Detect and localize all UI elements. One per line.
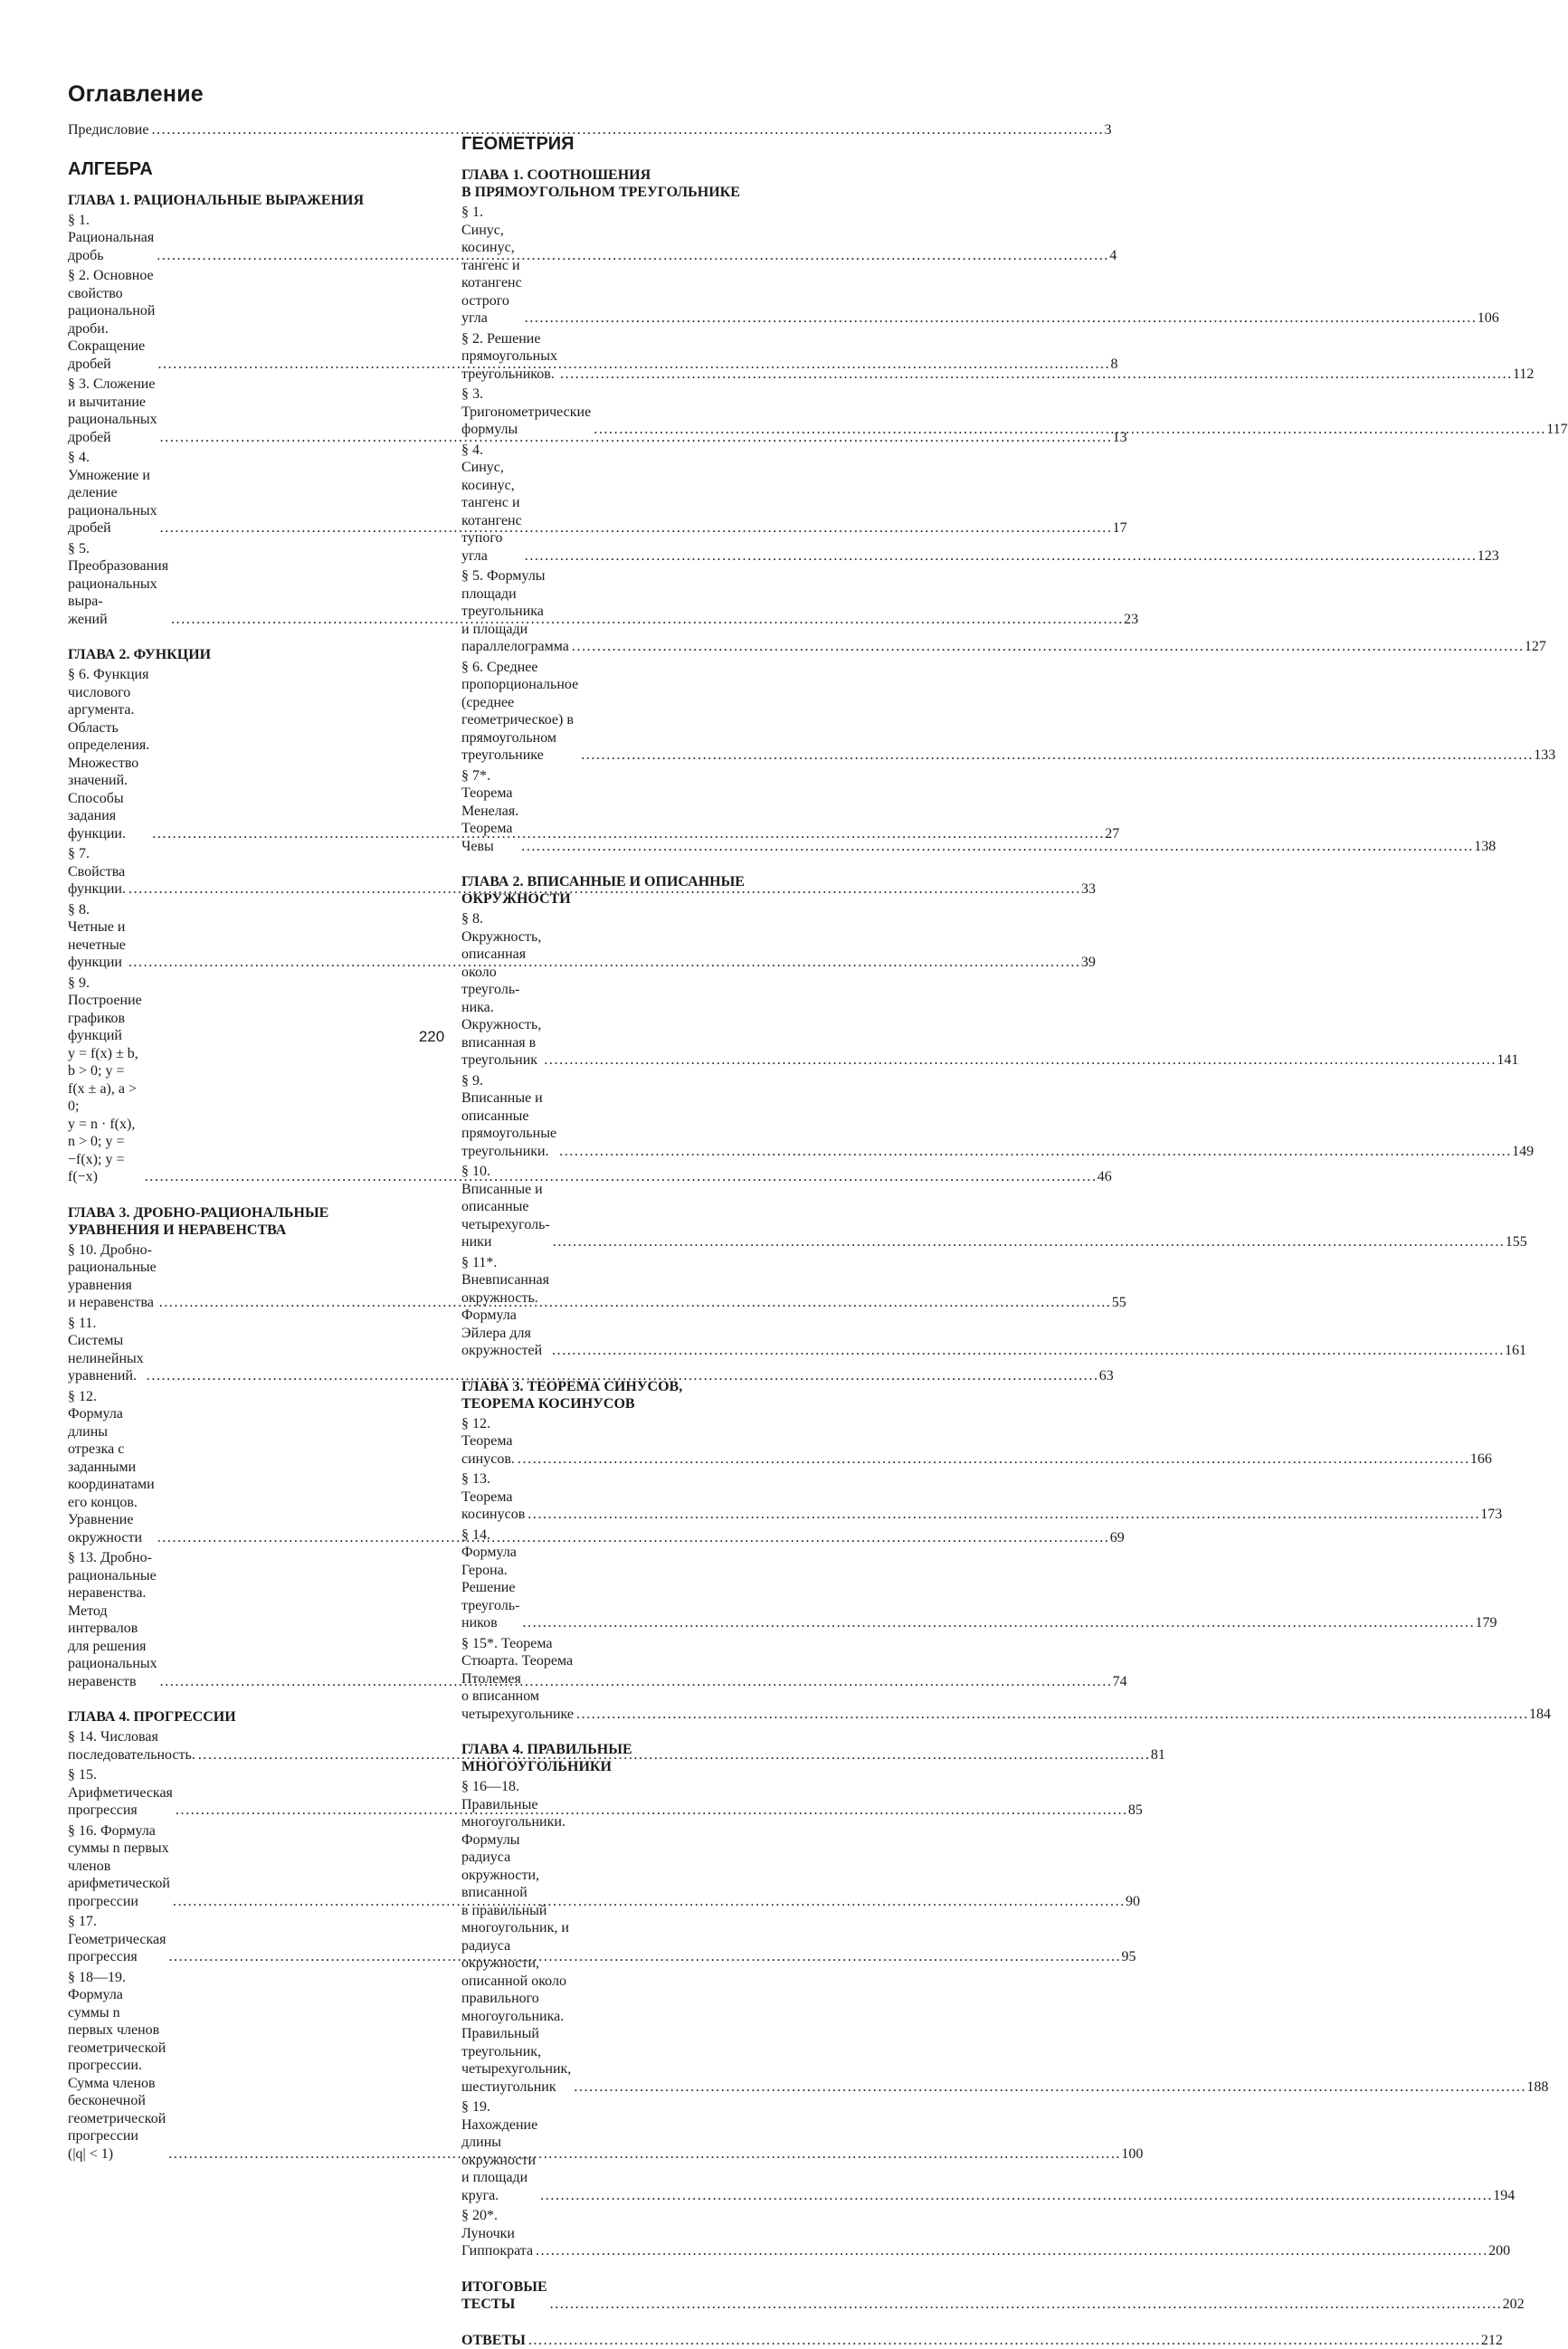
- toc-entry: [68, 1969, 410, 2164]
- toc-entry: [461, 204, 804, 328]
- toc-entry-title: § 8. Четные и нечетные функции: [68, 901, 126, 972]
- toc-entry: [68, 1241, 410, 1312]
- toc-entry: [68, 975, 410, 1186]
- toc-entry-page: 127: [1525, 638, 1546, 656]
- chapter-title: ГЛАВА 3. ТЕОРЕМА СИНУСОВ, ТЕОРЕМА КОСИНУСОВ: [461, 1378, 804, 1412]
- toc-entry-title: § 12. Теорема синусов.: [461, 1415, 515, 1469]
- toc-entry-title: § 6. Среднее пропорциональное (среднее геометрическое) в прямоугольном треугольнике: [461, 659, 578, 765]
- right-column: [461, 121, 804, 2349]
- toc-entry-title: § 9. Построение графиков функций y = f(x) ± b, b > 0; y = f(x ± a), a > 0; y = n · f(x), n > 0; y = −f(x); y = f(−x): [68, 975, 142, 1186]
- toc-entry: [68, 540, 410, 629]
- toc-entry-title: § 4. Умножение и деление рациональных дробей: [68, 449, 157, 537]
- dot-leader: [544, 1051, 1494, 1070]
- toc-entry-title: § 8. Окружность, описанная около треуголь- ника. Окружность, вписанная в треугольник: [461, 910, 541, 1070]
- toc-entry-page: 155: [1506, 1233, 1527, 1251]
- toc-entry: [68, 376, 410, 446]
- toc-entry-title: § 20*. Луночки Гиппократа: [461, 2207, 533, 2260]
- chapter-title: ГЛАВА 2. ВПИСАННЫЕ И ОПИСАННЫЕ ОКРУЖНОСТИ: [461, 873, 804, 908]
- toc-entry-page: 194: [1493, 2187, 1515, 2205]
- toc-entry: [461, 2332, 804, 2349]
- toc-entry-title: § 10. Дробно-рациональные уравнения и неравенства: [68, 1241, 157, 1312]
- chapter-title: ГЛАВА 2. ФУНКЦИИ: [68, 646, 410, 663]
- toc-entry: [68, 121, 410, 139]
- toc-entry-title: § 16. Формула суммы n первых членов арифметической прогрессии: [68, 1822, 170, 1911]
- toc-entry-page: 8: [1110, 356, 1117, 374]
- toc-entry-title: § 3. Тригонометрические формулы: [461, 385, 591, 439]
- toc-entry-title: § 7. Свойства функции.: [68, 845, 126, 899]
- dot-leader: [521, 838, 1471, 856]
- chapter-title: ГЛАВА 1. РАЦИОНАЛЬНЫЕ ВЫРАЖЕНИЯ: [68, 192, 410, 209]
- dot-leader: [560, 366, 1510, 384]
- toc-entry-title: § 5. Преобразования рациональных выра- жений: [68, 540, 168, 629]
- toc-entry-page: 106: [1478, 309, 1499, 328]
- dot-leader: [594, 421, 1544, 439]
- chapter-title: ГЛАВА 4. ПРАВИЛЬНЫЕ МНОГОУГОЛЬНИКИ: [461, 1741, 804, 1775]
- toc-entry-page: 161: [1505, 1342, 1526, 1360]
- page-title: Оглавление: [68, 81, 204, 108]
- toc-entry-title: § 11*. Вневписанная окружность. Формула Эйлера для окружностей: [461, 1254, 549, 1360]
- toc-entry: [461, 1470, 804, 1524]
- dot-leader: [576, 1706, 1526, 1724]
- toc-entry-title: § 15. Арифметическая прогрессия: [68, 1766, 173, 1820]
- dot-leader: [525, 309, 1475, 328]
- toc-entry-page: 4: [1109, 247, 1117, 265]
- toc-entry: [68, 1315, 410, 1385]
- toc-entry-title: § 14. Числовая последовательность.: [68, 1728, 195, 1764]
- dot-leader: [572, 638, 1522, 656]
- dot-leader: [552, 1342, 1502, 1360]
- toc-entry-title: ОТВЕТЫ: [461, 2332, 526, 2349]
- dot-leader: [550, 2296, 1500, 2314]
- toc-entry-page: 85: [1128, 1802, 1143, 1820]
- dot-leader: [581, 747, 1531, 765]
- toc-entry: [461, 1254, 804, 1360]
- toc-entry: [461, 1778, 804, 2096]
- dot-leader: [528, 2332, 1478, 2349]
- toc-entry-page: 74: [1113, 1673, 1127, 1691]
- toc-entry: [461, 1415, 804, 1469]
- toc-entry-title: § 1. Рациональная дробь: [68, 212, 154, 265]
- toc-entry-page: 166: [1470, 1450, 1492, 1469]
- toc-entry-title: § 11. Системы нелинейных уравнений.: [68, 1315, 144, 1385]
- toc-entry-title: § 13. Дробно-рациональные неравенства. Метод интервалов для решения рациональных неравенств: [68, 1549, 157, 1690]
- toc-entry-title: § 10. Вписанные и описанные четырехуголь- ники: [461, 1163, 550, 1251]
- toc-entry: [461, 442, 804, 566]
- toc-entry-page: 117: [1546, 421, 1567, 439]
- toc-entry: [68, 666, 410, 842]
- toc-entry: [461, 1526, 804, 1632]
- toc-entry-page: 133: [1534, 747, 1555, 765]
- page-number: 220: [0, 1028, 863, 1046]
- toc-entry: [68, 449, 410, 537]
- toc-entry: [461, 567, 804, 656]
- toc-entry: [68, 1388, 410, 1547]
- toc-entry-page: 27: [1105, 825, 1119, 843]
- toc-entry-page: 95: [1121, 1948, 1136, 1966]
- toc-entry-page: 55: [1112, 1294, 1126, 1312]
- toc-entry-page: 69: [1110, 1529, 1125, 1547]
- dot-leader: [540, 2187, 1490, 2205]
- toc-entry-page: 90: [1126, 1893, 1140, 1911]
- toc-entry-page: 46: [1098, 1168, 1112, 1186]
- toc-entry-page: 100: [1121, 2145, 1143, 2164]
- toc-entry: [68, 901, 410, 972]
- toc-entry-title: § 16—18. Правильные многоугольники. Формулы радиуса окружности, вписанной в правильный многоугольник, и радиуса окружности, описанной около правильного многоугольника. Правильный треугольник, четырехугольник, шестиугольник: [461, 1778, 571, 2096]
- dot-leader: [518, 1450, 1468, 1469]
- dot-leader: [553, 1233, 1503, 1251]
- toc-entry: [461, 330, 804, 384]
- toc-entry: [461, 659, 804, 765]
- toc-entry-page: 33: [1081, 880, 1096, 899]
- toc-entry-title: § 18—19. Формула суммы n первых членов геометрической прогрессии. Сумма членов бесконечной геометрической прогрессии (|q| < 1): [68, 1969, 166, 2164]
- toc-entry-title: § 17. Геометрическая прогрессия: [68, 1913, 166, 1966]
- toc-entry: [461, 2207, 804, 2260]
- left-column: [68, 121, 410, 2163]
- toc-entry: [461, 1163, 804, 1251]
- toc-entry-page: 17: [1113, 519, 1127, 537]
- toc-entry-title: § 2. Решение прямоугольных треугольников.: [461, 330, 557, 384]
- toc-entry-page: 188: [1526, 2078, 1548, 2097]
- toc-entry-title: Предисловие: [68, 121, 148, 139]
- chapter-title: ГЛАВА 3. ДРОБНО-РАЦИОНАЛЬНЫЕ УРАВНЕНИЯ И НЕРАВЕНСТВА: [68, 1204, 410, 1239]
- toc-entry-title: § 1. Синус, косинус, тангенс и котангенс острого угла: [461, 204, 522, 328]
- dot-leader: [574, 2078, 1524, 2097]
- toc-entry-title: § 12. Формула длины отрезка с заданными координатами его концов. Уравнение окружности: [68, 1388, 155, 1547]
- toc-entry-title: § 7*. Теорема Менелая. Теорема Чевы: [461, 767, 518, 856]
- toc-entry-title: § 19. Нахождение длины окружности и площади круга.: [461, 2098, 537, 2204]
- toc-entry: [68, 845, 410, 899]
- toc-entry: [68, 212, 410, 265]
- toc-entry-page: 179: [1475, 1614, 1497, 1632]
- section-title: АЛГЕБРА: [68, 157, 410, 181]
- toc-entry: [461, 2098, 804, 2204]
- toc-entry: [461, 385, 804, 439]
- toc-entry: [461, 2278, 804, 2314]
- toc-entry: [461, 767, 804, 856]
- toc-entry-page: 13: [1113, 429, 1127, 447]
- toc-entry-title: § 14. Формула Герона. Решение треуголь- ников: [461, 1526, 519, 1632]
- toc-entry-page: 23: [1124, 611, 1138, 629]
- toc-entry: [461, 1635, 804, 1724]
- toc-entry-page: 81: [1151, 1746, 1165, 1764]
- toc-entry-title: § 2. Основное свойство рациональной дроби. Сокращение дробей: [68, 267, 155, 373]
- dot-leader: [525, 547, 1475, 566]
- toc-entry-page: 39: [1081, 954, 1096, 972]
- toc-entry-page: 184: [1529, 1706, 1551, 1724]
- toc-entry-title: ИТОГОВЫЕ ТЕСТЫ: [461, 2278, 547, 2314]
- toc-entry-title: § 4. Синус, косинус, тангенс и котангенс тупого угла: [461, 442, 522, 566]
- toc-entry-page: 63: [1099, 1367, 1114, 1385]
- dot-leader: [559, 1143, 1509, 1161]
- toc-entry-title: § 13. Теорема косинусов: [461, 1470, 525, 1524]
- section-title: ГЕОМЕТРИЯ: [461, 132, 804, 156]
- chapter-title: ГЛАВА 1. СООТНОШЕНИЯ В ПРЯМОУГОЛЬНОМ ТРЕУГОЛЬНИКЕ: [461, 166, 804, 201]
- toc-entry-page: 3: [1104, 121, 1111, 139]
- chapter-title: ГЛАВА 4. ПРОГРЕССИИ: [68, 1708, 410, 1726]
- toc-entry-page: 200: [1488, 2242, 1510, 2260]
- toc-entry: [68, 1766, 410, 1820]
- toc-entry-page: 123: [1478, 547, 1499, 566]
- toc-entry: [68, 1728, 410, 1764]
- toc-entry-page: 212: [1481, 2332, 1503, 2349]
- toc-entry-title: § 15*. Теорема Стюарта. Теорема Птолемея о вписанном четырехугольнике: [461, 1635, 574, 1724]
- toc-entry: [68, 1913, 410, 1966]
- toc-entry-page: 112: [1513, 366, 1534, 384]
- toc-entry-title: § 3. Сложение и вычитание рациональных дробей: [68, 376, 157, 446]
- toc-entry-page: 141: [1497, 1051, 1518, 1070]
- toc-entry-page: 138: [1474, 838, 1496, 856]
- toc-entry-page: 202: [1503, 2296, 1525, 2314]
- toc-entry-title: § 9. Вписанные и описанные прямоугольные треугольники.: [461, 1072, 556, 1161]
- toc-entry: [68, 1822, 410, 1911]
- toc-entry-title: § 6. Функция числового аргумента. Область определения. Множество значений. Способы задания функции.: [68, 666, 149, 842]
- dot-leader: [522, 1614, 1472, 1632]
- toc-entry-title: § 5. Формулы площади треугольника и площади параллелограмма: [461, 567, 569, 656]
- dot-leader: [536, 2242, 1486, 2260]
- toc-entry: [68, 267, 410, 373]
- toc-entry: [68, 1549, 410, 1690]
- toc-entry-page: 149: [1512, 1143, 1534, 1161]
- toc-entry: [461, 1072, 804, 1161]
- dot-leader: [527, 1506, 1478, 1524]
- toc-entry-page: 173: [1480, 1506, 1502, 1524]
